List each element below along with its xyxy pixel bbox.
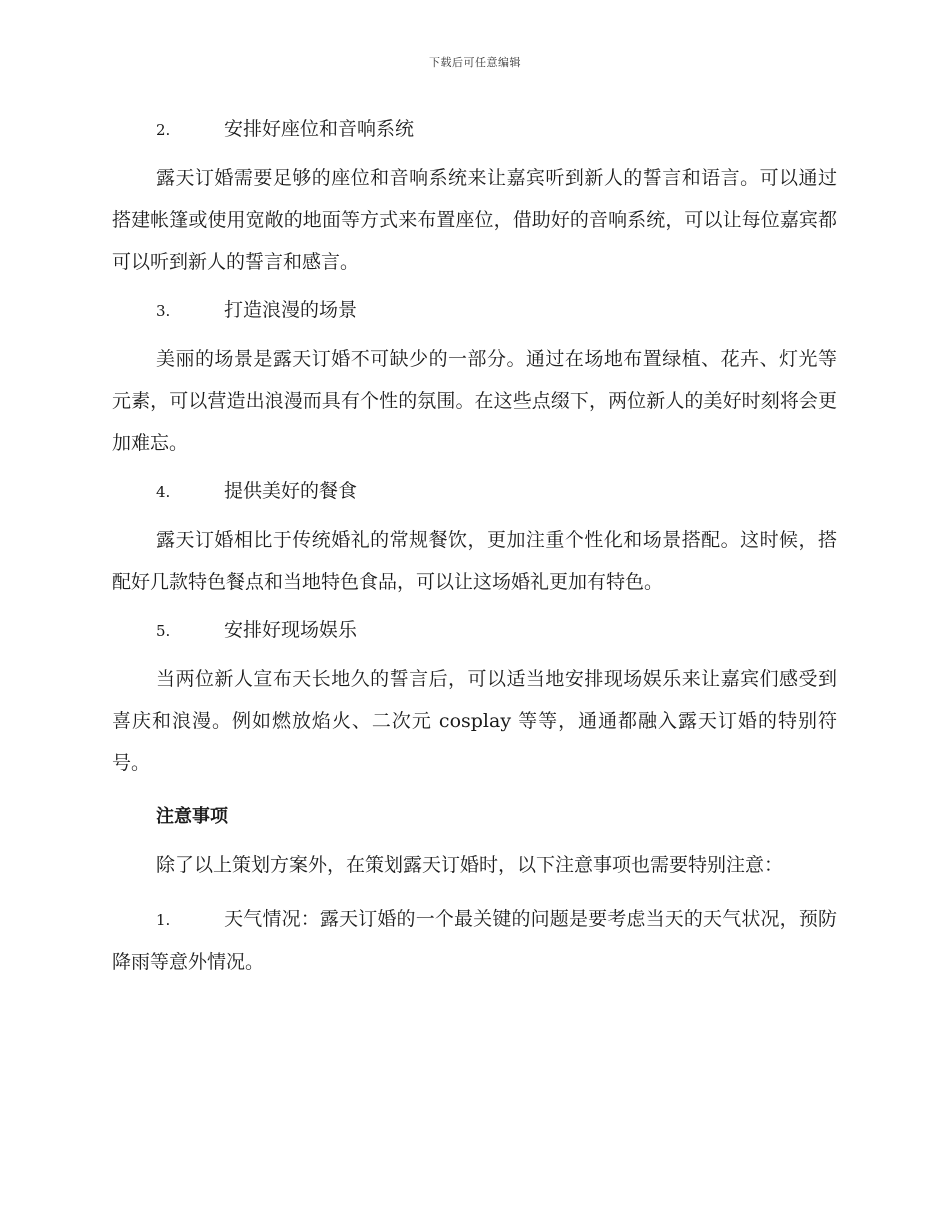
- section-heading-2: [112, 108, 837, 151]
- section-heading-4: [112, 470, 837, 513]
- section-heading-3: [112, 289, 837, 332]
- section-body-2: 露天订婚需要足够的座位和音响系统来让嘉宾听到新人的誓言和语言。可以通过搭建帐篷或使用宽敞的地面等方式来布置座位，借助好的音响系统，可以让每位嘉宾都可以听到新人的誓言和感言。: [112, 167, 837, 273]
- section-heading-5: [112, 609, 837, 652]
- notes-heading: 注意事项: [156, 806, 228, 827]
- section-body-3: 美丽的场景是露天订婚不可缺少的一部分。通过在场地布置绿植、花卉、灯光等元素，可以营造出浪漫而具有个性的氛围。在这些点缀下，两位新人的美好时刻将会更加难忘。: [112, 348, 837, 454]
- section-title: 打造浪漫的场景: [224, 299, 358, 321]
- header-note: 下载后可任意编辑: [429, 56, 521, 69]
- section-number: 5.: [156, 622, 171, 640]
- section-number: 4.: [156, 483, 171, 501]
- section-title: 提供美好的餐食: [224, 480, 358, 502]
- section-body-5: 当两位新人宣布天长地久的誓言后，可以适当地安排现场娱乐来让嘉宾们感受到喜庆和浪漫。例如燃放焰火、二次元 cosplay 等等，通通都融入露天订婚的特别符号。: [112, 668, 837, 774]
- section-number: 2.: [156, 121, 171, 139]
- section-title: 安排好现场娱乐: [224, 619, 358, 641]
- note-item-number: 1.: [156, 911, 171, 929]
- document-content: [112, 108, 837, 983]
- section-title: 安排好座位和音响系统: [224, 118, 415, 140]
- section-body-4: 露天订婚相比于传统婚礼的常规餐饮，更加注重个性化和场景搭配。这时候，搭配好几款特色餐点和当地特色食品，可以让这场婚礼更加有特色。: [112, 529, 837, 593]
- note-item-text: 天气情况：露天订婚的一个最关键的问题是要考虑当天的天气状况，预防降雨等意外情况。: [112, 908, 837, 973]
- note-item-1: [112, 898, 837, 983]
- section-number: 3.: [156, 302, 171, 320]
- notes-intro: 除了以上策划方案外，在策划露天订婚时，以下注意事项也需要特别注意：: [156, 854, 784, 876]
